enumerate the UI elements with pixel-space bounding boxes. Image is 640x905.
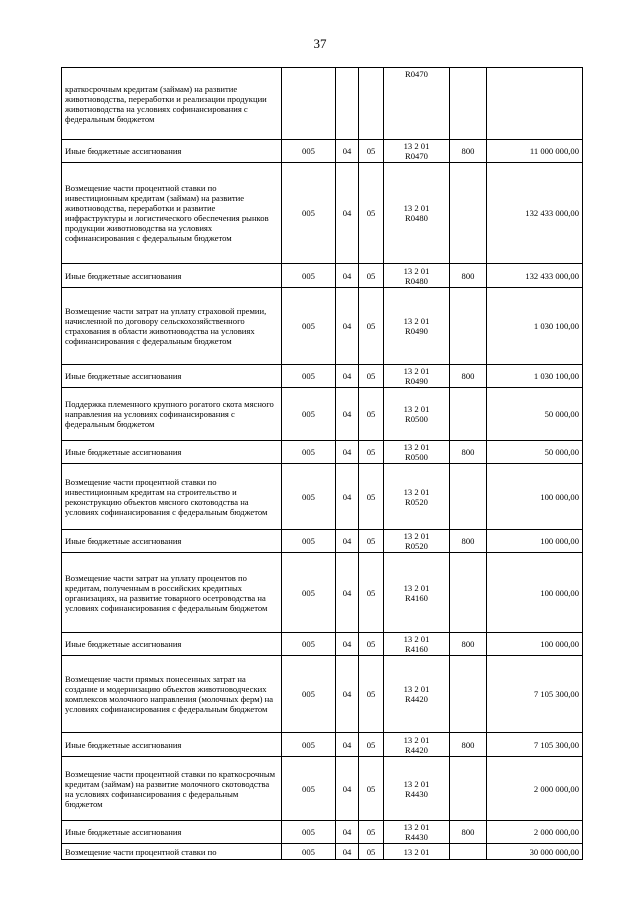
row-gr-cell: 005 [282, 441, 336, 464]
row-rz-cell: 04 [336, 553, 359, 633]
row-pr-cell: 05 [359, 140, 384, 163]
page-number: 37 [313, 36, 327, 51]
row-pr-cell: 05 [359, 464, 384, 530]
row-pr-cell: 05 [359, 441, 384, 464]
row-gr-cell [282, 68, 336, 140]
row-name-cell: Возмещение части процентной ставки по [62, 844, 282, 860]
row-name-cell: краткосрочным кредитам (займам) на развитие животноводства, переработки и реализации продукции животноводства на условиях софинансирования с федеральным бюджетом [62, 68, 282, 140]
row-gr-cell: 005 [282, 140, 336, 163]
row-vr-cell [450, 163, 487, 264]
table-body [62, 68, 583, 860]
row-name-cell: Поддержка племенного крупного рогатого скота мясного направления на условиях софинансирования с федеральным бюджетом [62, 388, 282, 441]
row-sum-cell: 7 105 300,00 [487, 733, 583, 757]
csr-line-1: 13 2 01 [403, 366, 430, 376]
row-vr-cell [450, 656, 487, 733]
csr-line-1: 13 2 01 [403, 442, 430, 452]
row-csr-cell [384, 553, 450, 633]
csr-line-1: 13 2 01 [403, 734, 430, 745]
csr-line-2: R0480 [405, 213, 428, 223]
row-csr-cell [384, 821, 450, 844]
row-vr-cell [450, 68, 487, 140]
row-sum-cell: 100 000,00 [487, 464, 583, 530]
row-name-cell: Иные бюджетные ассигнования [62, 821, 282, 844]
csr-line-1: 13 2 01 [403, 531, 430, 541]
row-rz-cell: 04 [336, 365, 359, 388]
row-vr-cell [450, 388, 487, 441]
csr-line-1: 13 2 01 [403, 634, 430, 644]
row-vr-cell [450, 553, 487, 633]
row-pr-cell: 05 [359, 530, 384, 553]
row-vr-cell: 800 [450, 140, 487, 163]
row-rz-cell: 04 [336, 288, 359, 365]
table-row [62, 388, 583, 441]
row-name-cell: Возмещение части прямых понесенных затрат на создание и модернизацию объектов животноводческих комплексов молочного направления (молочных ферм) на условиях софинансирования с федеральным бюджетом [62, 656, 282, 733]
row-sum-cell [487, 68, 583, 140]
row-name-cell: Возмещение части затрат на уплату страховой премии, начисленной по договору сельскохозяйственного страхования в области животноводства на условиях софинансирования с федеральным бюджетом [62, 288, 282, 365]
row-rz-cell: 04 [336, 757, 359, 821]
row-sum-cell: 132 433 000,00 [487, 163, 583, 264]
row-gr-cell: 005 [282, 656, 336, 733]
table-row [62, 821, 583, 844]
csr-line-2: R4160 [405, 592, 428, 603]
csr-line-1: 13 2 01 [403, 684, 430, 694]
table-row [62, 844, 583, 860]
table-row [62, 163, 583, 264]
csr-line-1: 13 2 01 [403, 822, 430, 832]
csr-line-2: R0480 [405, 275, 428, 286]
row-name-cell: Иные бюджетные ассигнования [62, 365, 282, 388]
row-vr-cell: 800 [450, 633, 487, 656]
row-name-cell: Возмещение части процентной ставки по краткосрочным кредитам (займам) на развитие молочного скотоводства на условиях софинансирования с федеральным бюджетом [62, 757, 282, 821]
row-vr-cell: 800 [450, 264, 487, 288]
row-name-cell: Иные бюджетные ассигнования [62, 733, 282, 757]
table-row [62, 68, 583, 140]
row-pr-cell [359, 68, 384, 140]
row-pr-cell: 05 [359, 821, 384, 844]
row-rz-cell: 04 [336, 733, 359, 757]
csr-line-2: R0470 [405, 69, 428, 79]
csr-line-2: R0520 [405, 541, 428, 551]
row-vr-cell: 800 [450, 821, 487, 844]
row-vr-cell: 800 [450, 441, 487, 464]
table-row [62, 264, 583, 288]
row-vr-cell: 800 [450, 733, 487, 757]
row-pr-cell: 05 [359, 163, 384, 264]
csr-line-1: 13 2 01 [403, 141, 430, 151]
row-name-cell: Возмещение части процентной ставки по инвестиционным кредитам на строительство и реконструкцию объектов мясного скотоводства на условиях софинансирования с федеральным бюджетом [62, 464, 282, 530]
row-rz-cell: 04 [336, 656, 359, 733]
csr-line-2: R0470 [405, 151, 428, 161]
csr-line-1: 13 2 01 [403, 846, 430, 857]
row-rz-cell: 04 [336, 140, 359, 163]
table-row [62, 757, 583, 821]
row-sum-cell: 100 000,00 [487, 633, 583, 656]
row-gr-cell: 005 [282, 264, 336, 288]
row-sum-cell: 2 000 000,00 [487, 821, 583, 844]
table-row [62, 633, 583, 656]
row-csr-cell [384, 441, 450, 464]
csr-line-2: R4430 [405, 832, 428, 842]
csr-line-1: 13 2 01 [403, 486, 430, 497]
csr-line-2: R4160 [405, 644, 428, 654]
row-gr-cell: 005 [282, 633, 336, 656]
row-gr-cell: 005 [282, 844, 336, 860]
csr-line-2: R4430 [405, 788, 428, 799]
row-pr-cell: 05 [359, 656, 384, 733]
table-row [62, 365, 583, 388]
table-row [62, 656, 583, 733]
row-gr-cell: 005 [282, 464, 336, 530]
row-name-cell: Иные бюджетные ассигнования [62, 264, 282, 288]
csr-line-2: R4420 [405, 744, 428, 755]
table-row [62, 530, 583, 553]
row-gr-cell: 005 [282, 365, 336, 388]
table-row [62, 441, 583, 464]
row-vr-cell [450, 844, 487, 860]
row-pr-cell: 05 [359, 553, 384, 633]
row-rz-cell: 04 [336, 821, 359, 844]
row-pr-cell: 05 [359, 264, 384, 288]
row-rz-cell: 04 [336, 844, 359, 860]
csr-line-1: 13 2 01 [403, 265, 430, 276]
row-csr-cell [384, 365, 450, 388]
row-sum-cell: 1 030 100,00 [487, 365, 583, 388]
row-csr-cell [384, 733, 450, 757]
row-pr-cell: 05 [359, 733, 384, 757]
csr-line-2: R4420 [405, 694, 428, 704]
row-pr-cell: 05 [359, 365, 384, 388]
csr-line-1: 13 2 01 [403, 404, 430, 414]
row-csr-cell [384, 844, 450, 860]
row-csr-cell [384, 530, 450, 553]
row-csr-cell [384, 288, 450, 365]
table-row [62, 288, 583, 365]
row-vr-cell [450, 288, 487, 365]
row-sum-cell: 1 030 100,00 [487, 288, 583, 365]
row-vr-cell: 800 [450, 365, 487, 388]
row-vr-cell: 800 [450, 530, 487, 553]
row-csr-cell [384, 633, 450, 656]
row-name-cell: Возмещение части затрат на уплату процентов по кредитам, полученным в российских кредитных организациях, на развитие товарного осетроводства на условиях софинансирования с федеральным бюджетом [62, 553, 282, 633]
row-name-cell: Иные бюджетные ассигнования [62, 441, 282, 464]
csr-line-2: R0500 [405, 414, 428, 424]
row-sum-cell: 30 000 000,00 [487, 844, 583, 860]
row-rz-cell: 04 [336, 441, 359, 464]
budget-table [61, 67, 583, 860]
row-name-cell: Иные бюджетные ассигнования [62, 140, 282, 163]
row-rz-cell: 04 [336, 264, 359, 288]
row-sum-cell: 100 000,00 [487, 530, 583, 553]
row-name-cell: Иные бюджетные ассигнования [62, 633, 282, 656]
table-row [62, 553, 583, 633]
csr-line-1: 13 2 01 [403, 203, 430, 213]
row-sum-cell: 100 000,00 [487, 553, 583, 633]
table-row [62, 140, 583, 163]
row-sum-cell: 2 000 000,00 [487, 757, 583, 821]
row-gr-cell: 005 [282, 733, 336, 757]
row-name-cell: Возмещение части процентной ставки по инвестиционным кредитам (займам) на развитие животноводства, переработки и развитие инфраструктуры и логистического обеспечения рынков продукции животноводства на условиях софинансирования с федеральным бюджетом [62, 163, 282, 264]
csr-line-2: R0520 [405, 496, 428, 507]
row-csr-cell [384, 388, 450, 441]
row-rz-cell: 04 [336, 530, 359, 553]
row-rz-cell: 04 [336, 464, 359, 530]
row-csr-cell [384, 140, 450, 163]
row-pr-cell: 05 [359, 633, 384, 656]
row-csr-cell [384, 656, 450, 733]
csr-line-2: R0490 [405, 376, 428, 386]
csr-line-1: 13 2 01 [403, 316, 430, 326]
row-sum-cell: 50 000,00 [487, 441, 583, 464]
csr-line-1: 13 2 01 [403, 582, 430, 593]
row-sum-cell: 132 433 000,00 [487, 264, 583, 288]
row-rz-cell [336, 68, 359, 140]
row-vr-cell [450, 464, 487, 530]
row-rz-cell: 04 [336, 633, 359, 656]
row-gr-cell: 005 [282, 163, 336, 264]
row-csr-cell [384, 163, 450, 264]
row-csr-cell [384, 68, 450, 140]
row-pr-cell: 05 [359, 388, 384, 441]
csr-line-1: 13 2 01 [403, 778, 430, 789]
row-sum-cell: 50 000,00 [487, 388, 583, 441]
row-vr-cell [450, 757, 487, 821]
row-pr-cell: 05 [359, 288, 384, 365]
row-sum-cell: 11 000 000,00 [487, 140, 583, 163]
row-rz-cell: 04 [336, 388, 359, 441]
csr-line-2: R0490 [405, 326, 428, 336]
row-gr-cell: 005 [282, 530, 336, 553]
row-sum-cell: 7 105 300,00 [487, 656, 583, 733]
row-gr-cell: 005 [282, 288, 336, 365]
row-pr-cell: 05 [359, 844, 384, 860]
row-name-cell: Иные бюджетные ассигнования [62, 530, 282, 553]
csr-line-2: R0500 [405, 452, 428, 462]
row-rz-cell: 04 [336, 163, 359, 264]
row-gr-cell: 005 [282, 553, 336, 633]
row-csr-cell [384, 757, 450, 821]
table-row [62, 733, 583, 757]
row-gr-cell: 005 [282, 821, 336, 844]
row-gr-cell: 005 [282, 757, 336, 821]
row-gr-cell: 005 [282, 388, 336, 441]
table-row [62, 464, 583, 530]
row-pr-cell: 05 [359, 757, 384, 821]
row-csr-cell [384, 264, 450, 288]
row-csr-cell [384, 464, 450, 530]
